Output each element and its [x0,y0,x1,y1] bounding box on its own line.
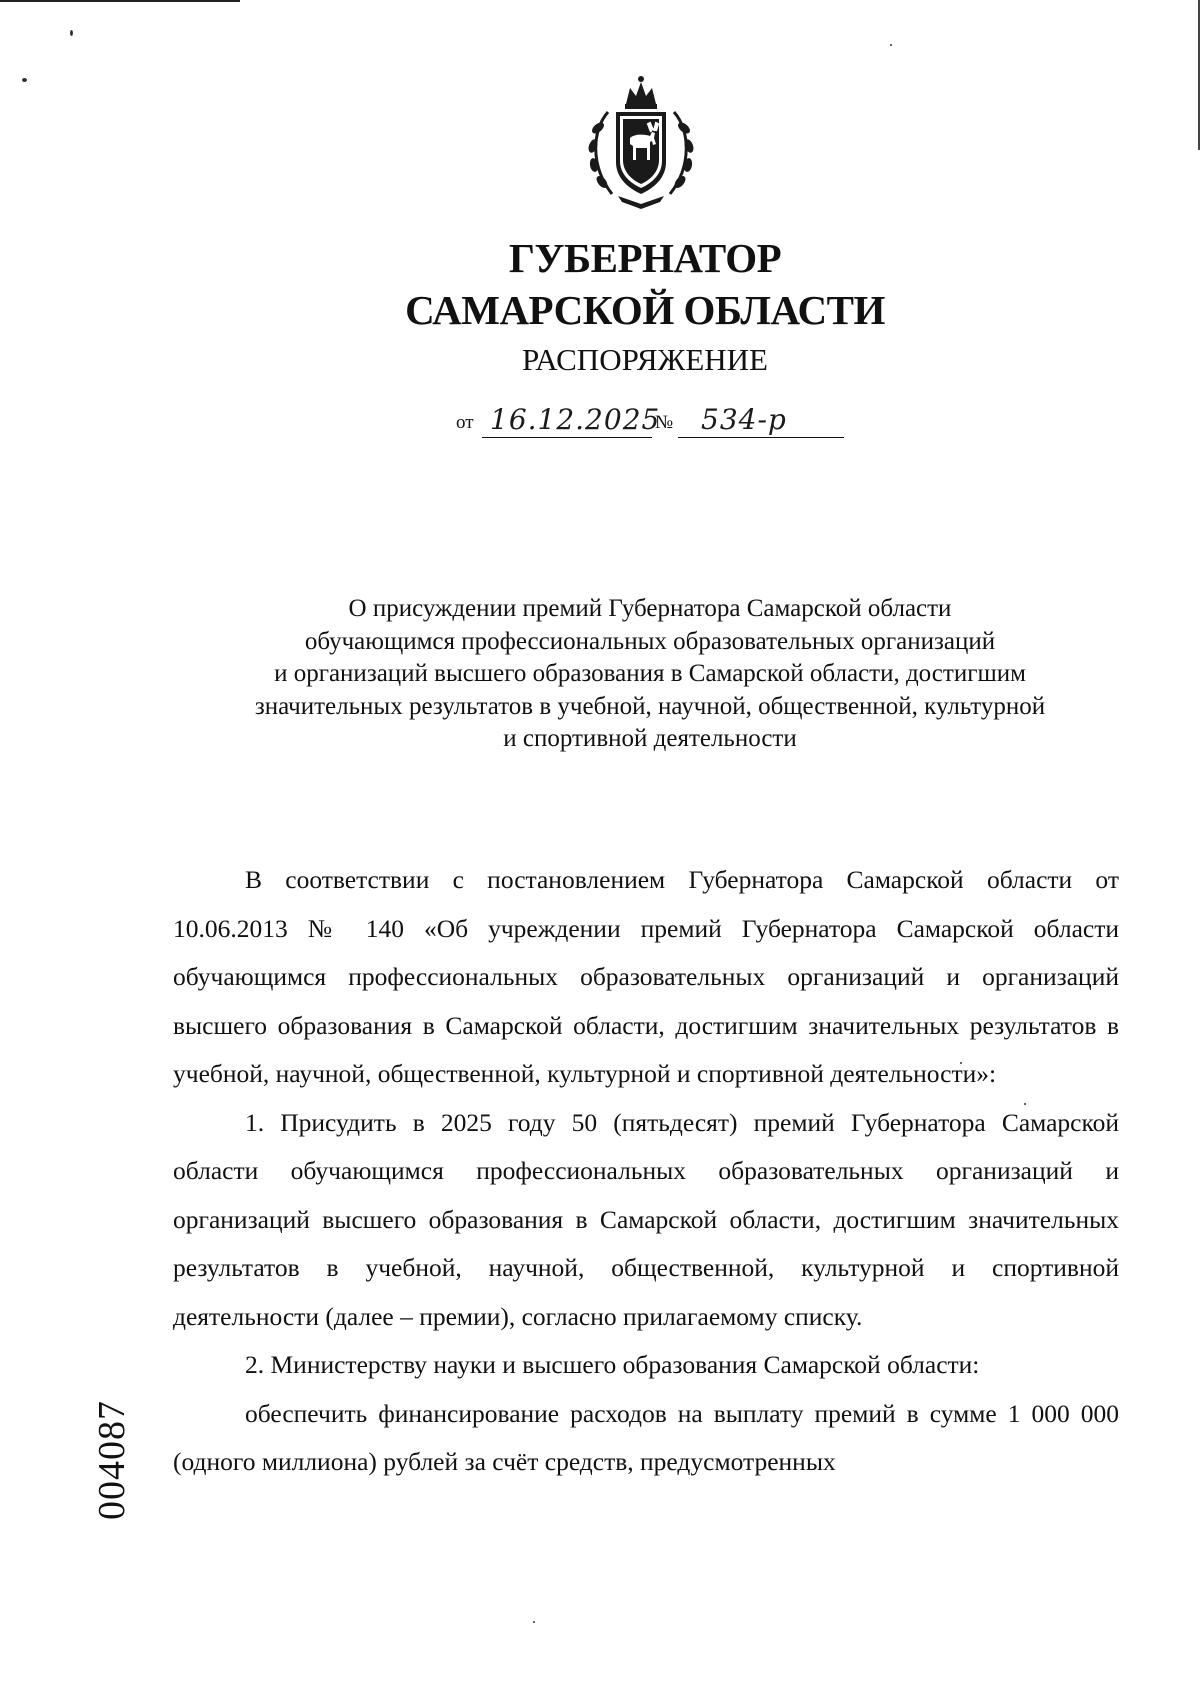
scan-speck [533,1621,535,1623]
authority-line-2: САМАРСКОЙ ОБЛАСТИ [405,287,885,333]
registry-number: 004087 [91,1400,133,1520]
title-line: обучающимся профессиональных образовательных организаций [304,627,996,655]
document-type: РАСПОРЯЖЕНИЕ [522,342,768,377]
scan-edge-top [0,0,240,2]
title-line: и организаций высшего образования в Самарской области, достигшим [274,660,1026,687]
title-line: и спортивной деятельности [503,725,797,752]
title-line: значительных результатов в учебной, научной, общественной, культурной [254,692,1046,720]
registration-line [456,396,856,440]
document-body [173,856,1119,1487]
body-paragraph-item-1: 1. Присудить в 2025 году 50 (пятьдесят) премий Губернатора Самарской области обучающимся профессиональных образовательных организаций и организаций высшего образования в Самарской области, достигшим значительных результатов в учебной, научной, общественной, культурной и спортивной деятельности (далее – премии), согласно прилагаемому списку. [173,1107,1119,1331]
samara-oblast-coat-of-arms-icon [578,70,704,210]
scan-speck [70,30,73,36]
date-underline [482,437,652,438]
number-handwritten: 534-р [701,403,787,436]
number-label: № [655,412,674,433]
scan-speck [22,78,27,82]
title-line: О присуждении премий Губернатора Самарской области [348,595,952,622]
scan-speck [890,44,892,46]
number-underline [678,437,844,438]
authority-line-1: ГУБЕРНАТОР [508,235,782,281]
body-paragraph-item-2-sub: обеспечить финансирование расходов на выплату премий в сумме 1 000 000 (одного миллиона) рублей за счёт средств, предусмотренных [173,1398,1119,1476]
issuing-authority [0,232,1200,336]
date-label: от [456,412,474,433]
body-paragraph-item-2: 2. Министерству науки и высшего образования Самарской области: [245,1350,980,1379]
date-handwritten: 16.12.2025 [490,403,661,436]
document-title [150,593,1150,756]
body-paragraph-preamble: В соответствии с постановлением Губернатора Самарской области от 10.06.2013 № 140 «Об учреждении премий Губернатора Самарской области обучающимся профессиональных образовательных организаций и организаций высшего образования в Самарской области, достигшим значительных результатов в учебной, научной, общественной, культурной и спортивной деятельности»: [173,865,1119,1088]
